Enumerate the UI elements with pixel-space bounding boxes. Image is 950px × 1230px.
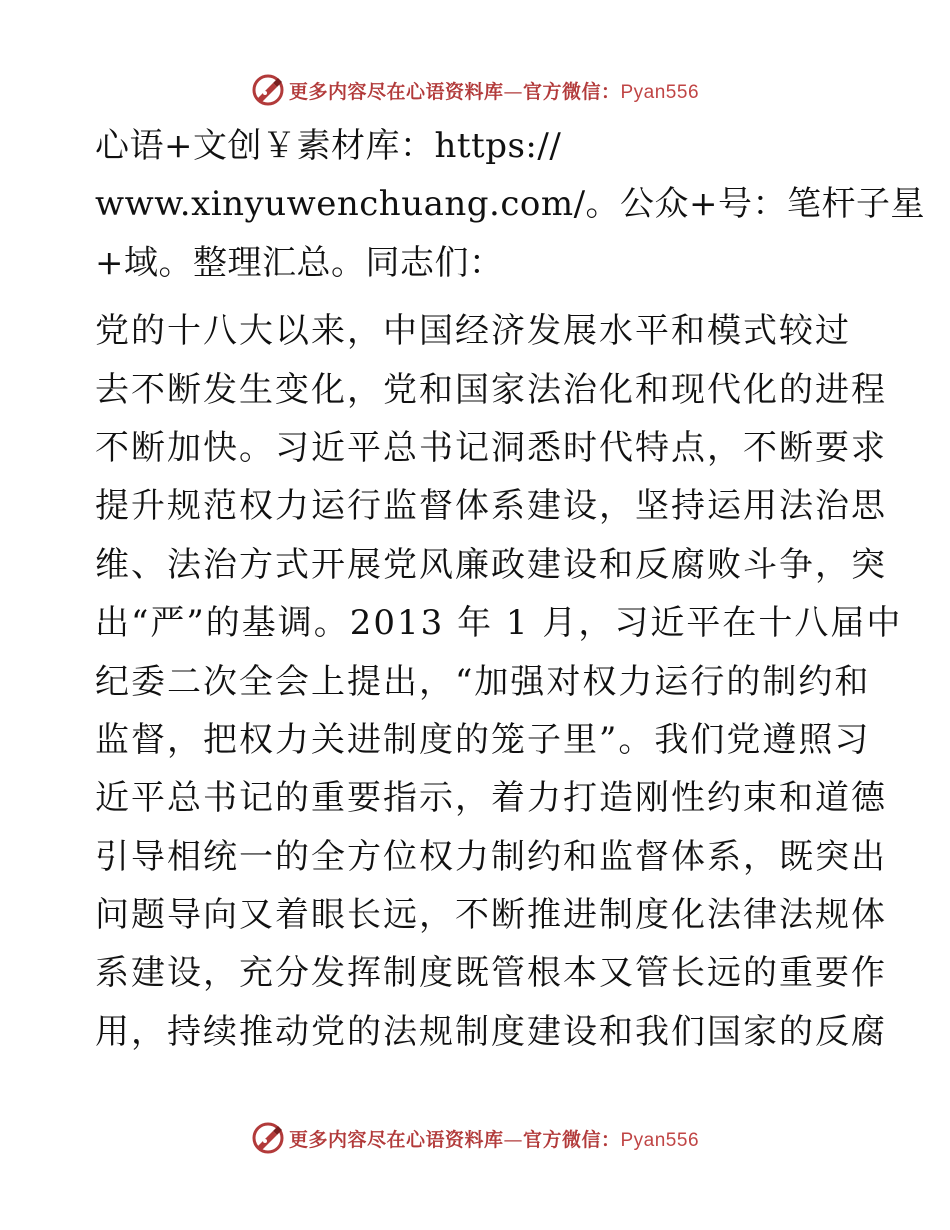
banner-dash: — xyxy=(503,1128,523,1151)
intro-line: 心语+文创￥素材库：https:// xyxy=(95,126,562,166)
document-body xyxy=(95,124,926,1068)
paragraph-line: 近平总书记的重要指示，着力打造刚性约束和道德 xyxy=(95,778,887,819)
banner-text xyxy=(289,77,699,104)
paragraph-line: 监督，把权力关进制度的笼子里”。我们党遵照习 xyxy=(95,719,871,760)
paragraph-line: 提升规范权力运行监督体系建设，坚持运用法治思 xyxy=(95,486,887,527)
paragraph-line: 不断加快。习近平总书记洞悉时代特点，不断要求 xyxy=(95,427,887,468)
paragraph-line: 出“严”的基调。2013 年 1 月，习近平在十八届中 xyxy=(95,603,903,644)
pen-logo-icon xyxy=(251,1121,285,1155)
footer-banner xyxy=(0,1118,950,1158)
paragraph-line: 去不断发生变化，党和国家法治化和现代化的进程 xyxy=(95,369,887,410)
banner-wechat-label: 官方微信： xyxy=(522,80,621,103)
banner-title: 更多内容尽在心语资料库 xyxy=(288,80,504,103)
banner-wechat-id: Pyan556 xyxy=(620,81,700,103)
banner-dash: — xyxy=(503,80,523,103)
intro-line: +域。整理汇总。同志们： xyxy=(95,242,504,283)
intro-line: www.xinyuwenchuang.com/。公众+号：笔杆子星 xyxy=(95,184,926,225)
paragraph-line: 引导相统一的全方位权力制约和监督体系，既突出 xyxy=(95,836,887,877)
paragraph-line: 系建设，充分发挥制度既管根本又管长远的重要作 xyxy=(95,953,887,994)
paragraph-line: 用，持续推动党的法规制度建设和我们国家的反腐 xyxy=(95,1011,887,1052)
banner-wechat-label: 官方微信： xyxy=(522,1128,621,1151)
banner-title: 更多内容尽在心语资料库 xyxy=(288,1128,504,1151)
header-banner xyxy=(0,70,950,110)
banner-text xyxy=(289,1125,699,1152)
paragraph-line: 问题导向又着眼长远，不断推进制度化法律法规体 xyxy=(95,895,887,936)
paragraph-line: 维、法治方式开展党风廉政建设和反腐败斗争，突 xyxy=(95,544,887,585)
pen-logo-icon xyxy=(251,73,285,107)
paragraph-line: 党的十八大以来，中国经济发展水平和模式较过 xyxy=(95,311,851,352)
banner-wechat-id: Pyan556 xyxy=(620,1129,700,1151)
paragraph-line: 纪委二次全会上提出，“加强对权力运行的制约和 xyxy=(95,661,871,702)
